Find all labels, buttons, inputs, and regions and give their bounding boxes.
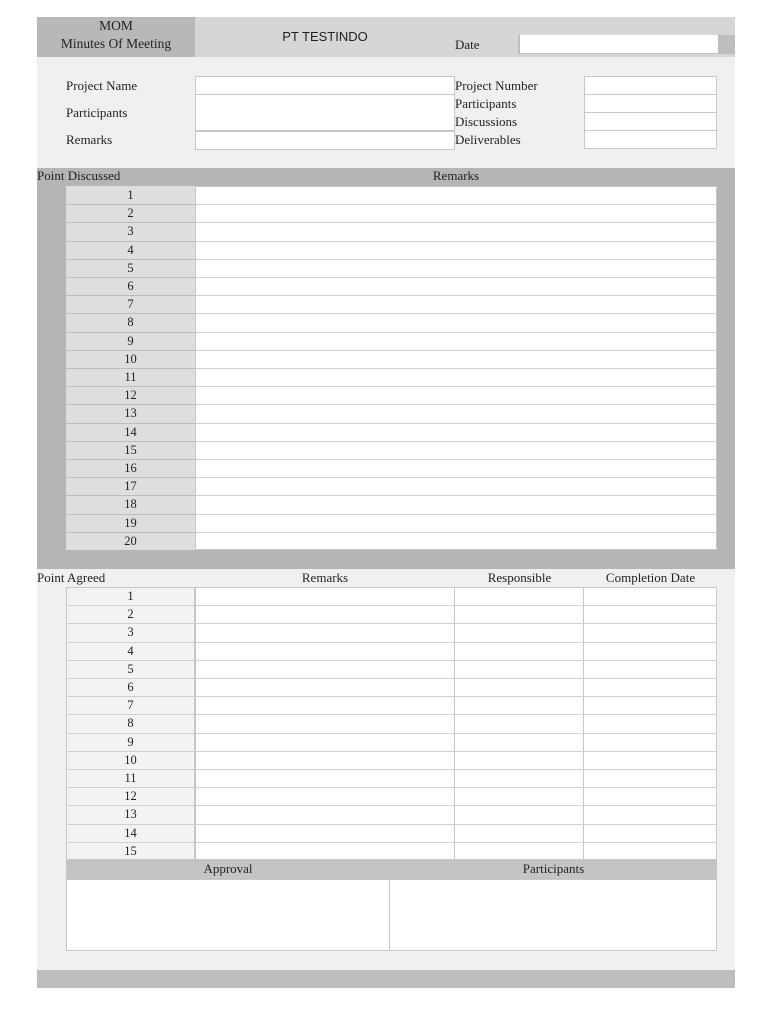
remarks-field[interactable] (195, 131, 455, 150)
company-name: PT TESTINDO (282, 29, 368, 44)
agreed-remarks-header: Remarks (301, 570, 349, 585)
row-number: 14 (124, 825, 137, 840)
row-number: 2 (127, 206, 134, 221)
row-number: 15 (124, 442, 137, 457)
deliverables-field[interactable] (584, 130, 717, 149)
row-number: 9 (127, 734, 134, 749)
row-divider (66, 295, 195, 296)
row-number: 18 (124, 497, 137, 512)
agreed-remarks-column[interactable] (195, 587, 455, 860)
signoff-participants-label: Participants (522, 861, 585, 876)
row-number: 1 (127, 188, 134, 202)
row-number: 19 (124, 515, 137, 530)
participants-count-label: Participants (455, 96, 517, 111)
row-number: 1 (127, 589, 134, 603)
row-divider (195, 514, 717, 515)
participants-signature-box[interactable] (390, 879, 717, 951)
row-divider (66, 332, 195, 333)
row-number: 11 (124, 370, 137, 384)
row-number: 17 (124, 479, 137, 494)
row-number: 14 (124, 424, 137, 439)
row-number: 13 (124, 807, 137, 822)
point-agreed-title: Point Agreed (37, 570, 106, 585)
agreed-responsible-column[interactable] (455, 587, 584, 860)
row-divider (66, 623, 717, 624)
approval-label: Approval (203, 861, 253, 876)
row-divider (195, 295, 717, 296)
row-divider (195, 313, 717, 314)
row-number: 9 (127, 333, 134, 348)
row-number: 3 (127, 224, 134, 239)
row-divider (195, 495, 717, 496)
row-number: 8 (127, 315, 134, 330)
row-number: 10 (124, 351, 137, 366)
row-divider (66, 386, 195, 387)
project-number-label: Project Number (455, 78, 538, 93)
row-divider (195, 277, 717, 278)
date-field[interactable] (520, 35, 718, 53)
row-divider (66, 696, 717, 697)
footer-bar (37, 970, 735, 988)
row-divider (195, 368, 717, 369)
row-number: 12 (124, 388, 137, 403)
row-number: 6 (127, 680, 134, 694)
row-divider (66, 532, 195, 533)
project-name-field[interactable] (195, 76, 455, 95)
row-number: 4 (127, 242, 134, 257)
approval-signature-box[interactable] (66, 879, 390, 951)
row-divider (66, 605, 717, 606)
row-divider (66, 824, 717, 825)
participants-count-field[interactable] (584, 94, 717, 113)
agreed-completion-header: Completion Date (605, 570, 696, 585)
participants-field[interactable] (195, 95, 455, 131)
row-number: 4 (127, 643, 134, 658)
row-divider (195, 204, 717, 205)
row-divider (66, 350, 195, 351)
row-number: 12 (124, 789, 137, 804)
row-number: 2 (127, 607, 134, 622)
row-divider (195, 259, 717, 260)
row-divider (195, 532, 717, 533)
row-number: 5 (127, 661, 134, 676)
row-divider (66, 769, 717, 770)
row-number: 15 (124, 843, 137, 858)
row-divider (66, 404, 195, 405)
row-divider (195, 477, 717, 478)
row-divider (66, 459, 195, 460)
row-divider (66, 495, 195, 496)
row-number: 7 (127, 297, 134, 312)
row-divider (66, 678, 717, 679)
row-divider (195, 441, 717, 442)
row-number: 11 (124, 771, 137, 785)
participants-label: Participants (66, 105, 128, 120)
row-divider (66, 787, 717, 788)
row-divider (195, 350, 717, 351)
row-divider (66, 368, 195, 369)
row-divider (66, 259, 195, 260)
agreed-completion-column[interactable] (584, 587, 717, 860)
date-label: Date (455, 37, 480, 52)
row-divider (195, 241, 717, 242)
row-divider (66, 842, 717, 843)
row-divider (66, 277, 195, 278)
row-divider (66, 714, 717, 715)
discussed-remarks-header: Remarks (432, 168, 480, 183)
header-mom: MOM (99, 18, 133, 33)
row-divider (66, 241, 195, 242)
row-divider (66, 423, 195, 424)
row-divider (195, 222, 717, 223)
project-name-label: Project Name (66, 78, 138, 93)
row-divider (195, 332, 717, 333)
row-divider (66, 514, 195, 515)
row-divider (195, 459, 717, 460)
row-number: 7 (127, 698, 134, 713)
row-number: 16 (124, 461, 137, 475)
row-number: 10 (124, 752, 137, 767)
row-divider (66, 805, 717, 806)
row-divider (66, 642, 717, 643)
row-number: 20 (124, 533, 137, 548)
discussions-label: Discussions (455, 114, 518, 129)
row-divider (66, 477, 195, 478)
row-divider (66, 751, 717, 752)
row-number: 5 (127, 260, 134, 275)
row-divider (66, 733, 717, 734)
row-divider (66, 313, 195, 314)
discussions-field[interactable] (584, 112, 717, 131)
row-divider (195, 386, 717, 387)
row-number: 8 (127, 716, 134, 731)
row-number: 6 (127, 279, 134, 293)
point-discussed-title: Point Discussed (37, 168, 121, 183)
header-minutes: Minutes Of Meeting (60, 36, 172, 51)
row-divider (195, 404, 717, 405)
deliverables-label: Deliverables (455, 132, 521, 147)
row-number: 13 (124, 406, 137, 421)
project-number-field[interactable] (584, 76, 717, 95)
row-divider (66, 441, 195, 442)
row-divider (66, 660, 717, 661)
agreed-responsible-header: Responsible (487, 570, 552, 585)
remarks-label: Remarks (66, 132, 113, 147)
row-number: 3 (127, 625, 134, 640)
row-divider (195, 423, 717, 424)
row-divider (66, 222, 195, 223)
row-divider (66, 204, 195, 205)
